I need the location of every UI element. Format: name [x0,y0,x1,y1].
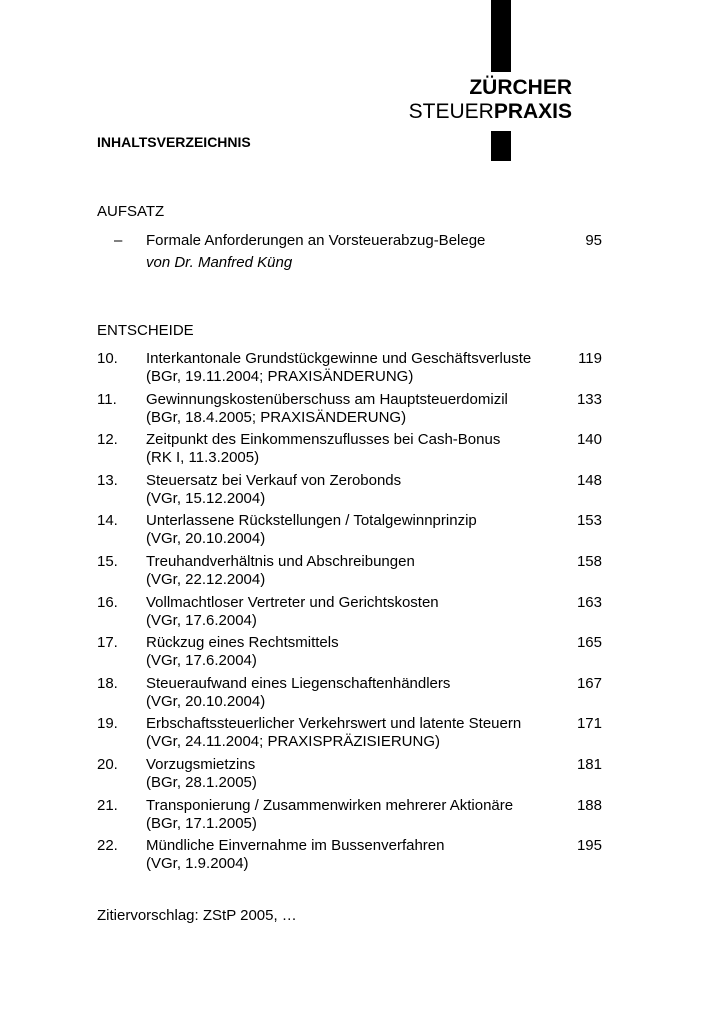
entry-title: Treuhandverhältnis und Abschreibungen [146,552,415,570]
entry-source: (VGr, 17.6.2004) [146,611,257,629]
entry-title: Gewinnungskostenüberschuss am Hauptsteuerdomizil [146,390,508,408]
entry-page: 165 [576,634,602,652]
list-item [97,715,602,756]
logo-line-2 [409,100,572,124]
entry-title: Rückzug eines Rechtsmittels [146,634,339,652]
section-heading-aufsatz: AUFSATZ [97,203,165,220]
list-item [97,837,602,878]
entry-source: (BGr, 19.11.2004; PRAXISÄNDERUNG) [146,368,414,385]
entry-title: Unterlassene Rückstellungen / Totalgewinnprinzip [146,512,477,530]
entry-source: (VGr, 24.11.2004; PRAXISPRÄZISIERUNG) [146,733,440,751]
entry-page: 171 [576,715,602,733]
list-item [97,472,602,513]
entry-page: 158 [576,552,602,570]
entscheide-list [97,350,602,878]
citation-suggestion: Zitiervorschlag: ZStP 2005, … [97,907,297,924]
entry-number: 20. [97,755,118,773]
entry-source: (VGr, 1.9.2004) [146,855,249,873]
entry-page: 195 [576,837,602,855]
entry-number: 22. [97,837,118,855]
entry-page: 163 [576,593,602,611]
logo-bar-top [491,0,511,72]
entry-title: Erbschaftssteuerlicher Verkehrswert und latente Steuern [146,715,522,733]
entry-number: 10. [97,350,118,367]
entry-source: (RK I, 11.3.2005) [146,449,260,467]
entry-title: Vollmachtloser Vertreter und Gerichtskosten [146,593,439,611]
entry-page: 153 [576,512,602,530]
entry-source: (BGr, 17.1.2005) [146,814,257,832]
entry-page: 133 [576,390,602,408]
entry-page: 181 [576,755,602,773]
entry-number: 19. [97,715,118,733]
entry-source: (VGr, 17.6.2004) [146,652,257,670]
entry-title: Transponierung / Zusammenwirken mehrerer Aktionäre [146,796,514,814]
entry-page: 188 [576,796,602,814]
entry-source: (BGr, 18.4.2005; PRAXISÄNDERUNG) [146,408,407,426]
entry-author: von Dr. Manfred Küng [146,254,293,271]
journal-logo [409,76,572,124]
entry-dash: – [114,232,123,249]
logo-word-bold: PRAXIS [493,100,572,123]
entry-title: Vorzugsmietzins [146,755,256,773]
entry-source: (BGr, 28.1.2005) [146,773,257,791]
entry-title: Mündliche Einvernahme im Bussenverfahren [146,837,445,855]
entry-number: 14. [97,512,118,530]
entry-source: (VGr, 20.10.2004) [146,692,266,710]
section-heading-entscheide: ENTSCHEIDE [97,322,194,339]
entry-source: (VGr, 20.10.2004) [146,530,266,548]
logo-line-1: ZÜRCHER [469,76,572,99]
entry-page: 119 [578,350,602,367]
entry-source: (VGr, 22.12.2004) [146,570,266,588]
entry-title: Formale Anforderungen an Vorsteuerabzug-Belege [146,232,486,249]
list-item [97,350,602,391]
list-item [97,675,602,716]
list-item [97,512,602,553]
entry-source: (VGr, 15.12.2004) [146,489,266,507]
entry-title: Interkantonale Grundstückgewinne und Geschäftsverluste [146,350,532,367]
logo-bar-bottom [491,131,511,161]
list-item [97,756,602,797]
list-item [97,797,602,838]
list-item [97,391,602,432]
list-item [97,431,602,472]
entry-number: 12. [97,431,118,449]
entry-number: 16. [97,593,118,611]
entry-number: 13. [97,471,118,489]
entry-number: 17. [97,634,118,652]
toc-title: INHALTSVERZEICHNIS [97,134,251,150]
list-item [97,553,602,594]
logo-word-regular: STEUER [408,100,494,123]
entry-page: 95 [585,232,602,249]
entry-title: Zeitpunkt des Einkommenszuflusses bei Cash-Bonus [146,431,501,449]
entry-title: Steuersatz bei Verkauf von Zerobonds [146,471,402,489]
entry-page: 140 [576,431,602,449]
entry-number: 21. [97,796,118,814]
entry-number: 15. [97,552,118,570]
entry-title: Steueraufwand eines Liegenschaftenhändlers [146,674,451,692]
list-item [97,634,602,675]
list-item [97,594,602,635]
entry-page: 148 [576,471,602,489]
entry-page: 167 [576,674,602,692]
entry-number: 11. [97,390,117,408]
entry-number: 18. [97,674,118,692]
